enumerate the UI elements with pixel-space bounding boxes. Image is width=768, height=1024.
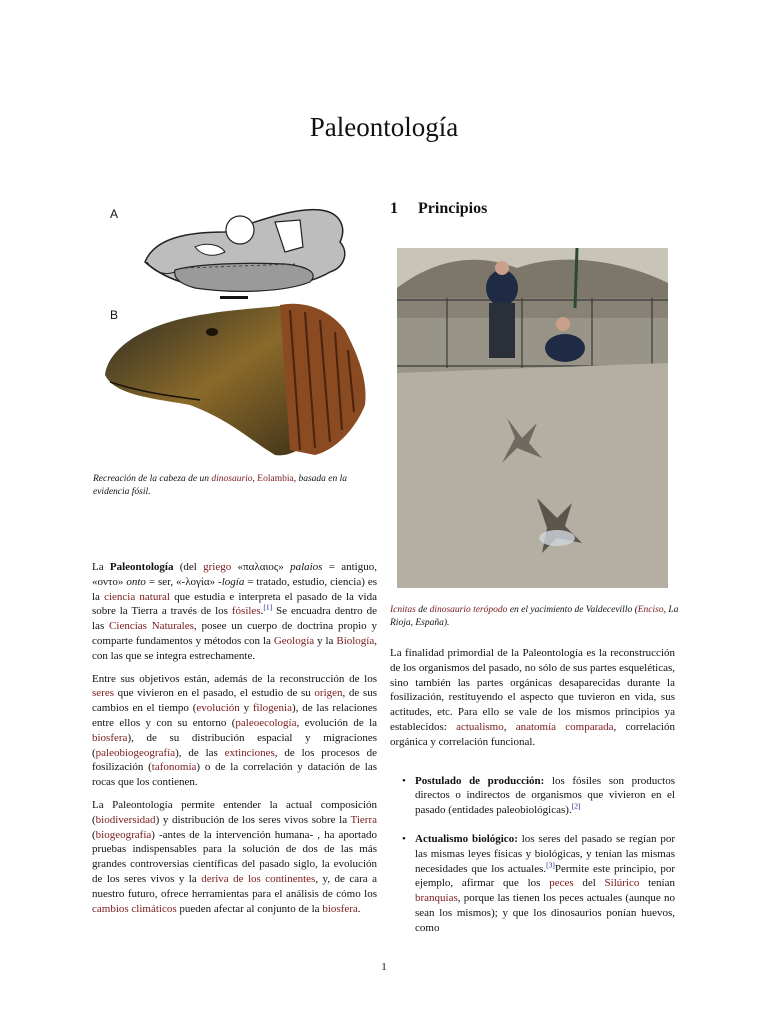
ref-2[interactable]: [2]	[571, 801, 581, 811]
link-seres[interactable]: seres	[92, 687, 114, 700]
paragraph-finalidad: La finalidad primordial de la Paleontología es la reconstrucción de los organismos del pasado, no sólo de sus partes esqueléticas, sino también las partes orgánicas desaparecidas durante la fosilización, restituyendo el aspecto que tuvieron en vida, sus actitudes, etc. Para ello se vale de los mismos principios ya establecidos: actualismo, anatomía comparada, correlación orgánica y correlación funcional.	[390, 647, 675, 748]
link-paleobiogeografia[interactable]: paleobiogeografía	[95, 746, 176, 759]
page-number: 1	[381, 961, 387, 973]
link-fosiles[interactable]: fósiles	[231, 605, 261, 618]
list-item: • Actualismo biológico: los seres del pasado se regían por las mismas leyes físicas y biológicas, y tenían las mismas necesidades que los actuales.[3]Permite este principio, por ejemplo, afirmar que los peces del Silúrico tenían branquias, porque las tienen los peces actuales (aunque no sean los mismos); y que los dinosaurios ponían huevos, como	[390, 832, 675, 936]
link-peces[interactable]: peces	[549, 877, 574, 890]
ref-3[interactable]: [3]	[546, 859, 555, 869]
link-cambios-climaticos[interactable]: cambios climáticos	[92, 902, 177, 915]
link-ciencia-natural[interactable]: ciencia natural	[104, 590, 170, 603]
link-silurico[interactable]: Silúrico	[604, 877, 640, 890]
left-column	[92, 560, 377, 924]
link-biosfera-2[interactable]: biosfera	[322, 902, 358, 915]
section-number: 1	[390, 200, 398, 217]
paragraph-objetivos: Entre sus objetivos están, además de la reconstrucción de los seres que vivieron en el pasado, el estudio de su origen, de sus cambios en el tiempo (evolución y filogenia), de las relaciones entre ellos y con su entorno (paleoecología, evolución de la biosfera), de su distribución espacial y migraciones (paleobiogeografía), de las extinciones, de los procesos de fosilización (tafonomía) o de la correlación y datación de las rocas que los contienen.	[92, 672, 378, 789]
link-actualismo[interactable]: actualismo	[456, 720, 504, 733]
link-dinosaurio-teropodo[interactable]: dinosaurio terópodo	[429, 605, 508, 615]
link-deriva-continentes[interactable]: deriva de los continentes	[201, 872, 316, 885]
link-biologia[interactable]: Biología	[336, 634, 375, 647]
figure-caption-right: Icnitas de dinosaurio terópodo en el yacimiento de Valdecevillo (Enciso, La Rioja, España).	[390, 605, 679, 628]
list-item: • Postulado de producción: los fósiles son productos directos o indirectos de organismos que vivieron en el pasado (entidades paleobiológicas).[2]	[390, 774, 675, 818]
link-geologia[interactable]: Geología	[273, 634, 315, 647]
link-enciso[interactable]: Enciso	[637, 605, 664, 615]
dinosaur-head-illustration-image	[100, 300, 372, 460]
skull-diagram-image	[135, 202, 365, 302]
link-tierra[interactable]: Tierra	[350, 813, 377, 826]
figure-label-b: B	[110, 308, 119, 322]
figure-label-a: A	[110, 207, 119, 221]
link-eolambia[interactable]: Eolambia	[257, 474, 294, 484]
section-title: Principios	[418, 200, 488, 217]
paragraph-intro: La Paleontología (del griego «παλαιος» palaios = antiguo, «οντο» onto = ser, «-λογία» -logía = tratado, estudio, ciencia) es la ciencia natural que estudia e interpreta el pasado de la vida sobre la Tierra a través de los fósiles.[1] Se encuadra dentro de las Ciencias Naturales, posee un cuerpo de doctrina propio y comparte fundamentos y métodos con la Geología y la Biología, con las que se integra estrechamente.	[92, 561, 377, 662]
link-evolucion[interactable]: evolución	[196, 702, 240, 715]
link-branquias[interactable]: branquias	[415, 892, 458, 905]
paragraph-importancia: La Paleontología permite entender la actual composición (biodiversidad) y distribución de los seres vivos sobre la Tierra (biogeografía) -antes de la intervención humana- , ha aportado pruebas indispensables para la solución de dos de las más grandes controversias científicas del pasado siglo, la evolución de los seres vivos y la deriva de los continentes, y, de cara a nuestro futuro, ofrece herramientas para el análisis de cómo los cambios climáticos pueden afectar al conjunto de la biosfera.	[92, 798, 377, 915]
section-heading	[390, 200, 487, 218]
link-dinosaurio[interactable]: dinosaurio	[211, 474, 253, 484]
principles-list	[390, 774, 675, 936]
link-anatomia-comparada[interactable]: anatomía comparada	[515, 720, 614, 733]
link-ciencias-naturales[interactable]: Ciencias Naturales	[109, 620, 194, 633]
link-icnitas[interactable]: Icnitas	[390, 605, 416, 615]
page-title: Paleontología	[309, 112, 459, 142]
ref-1[interactable]: [1]	[263, 602, 273, 612]
dinosaur-footprints-photo	[397, 248, 668, 588]
link-biodiversidad[interactable]: biodiversidad	[95, 813, 156, 826]
figure-caption-left: Recreación de la cabeza de un dinosaurio, Eolambia, basada en la evidencia fósil.	[93, 474, 348, 497]
link-extinciones[interactable]: extinciones	[224, 746, 275, 759]
link-paleoecologia[interactable]: paleoecología	[235, 716, 297, 729]
link-biogeografia[interactable]: biogeografía	[95, 828, 152, 841]
link-tafonomia[interactable]: tafonomía	[151, 761, 197, 774]
right-column	[390, 646, 675, 950]
link-origen[interactable]: origen	[314, 687, 343, 700]
link-filogenia[interactable]: filogenia	[252, 702, 292, 715]
link-biosfera[interactable]: biosfera	[92, 731, 128, 744]
link-griego[interactable]: griego	[203, 561, 232, 573]
